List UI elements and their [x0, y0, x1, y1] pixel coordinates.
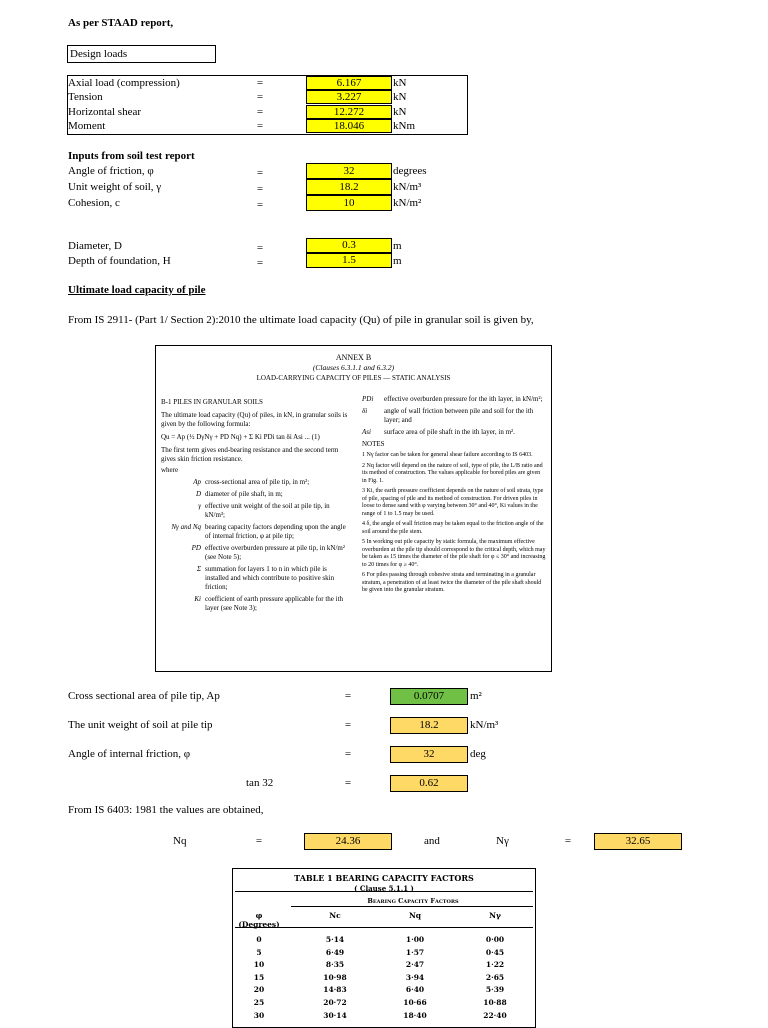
calc-value: 18.2	[390, 717, 468, 734]
table1-cell: 10·66	[403, 998, 427, 1007]
table1-cell: 10·88	[483, 998, 507, 1007]
dimension-value: 0.3	[306, 238, 392, 253]
design-load-label: Horizontal shear	[68, 106, 141, 118]
annex-definition-symbol: γ	[198, 502, 201, 510]
table1-cell: 2·65	[485, 972, 505, 982]
annex-note: 3 Ki, the earth pressure coefficient depends on the nature of soil strata, type of pile, spacing of pile and its method of construction. For driven piles in loose to dense sand with φ varying between 30° and 40°, Ki values in the range of 1 to 1.5 may be used.	[362, 488, 544, 517]
annex-formula: Qu = Ap (½ DγNγ + PD Nq) + Σ Ki PDi tan δi Asi ... (1)	[161, 433, 320, 441]
annex-paragraph-2: The first term gives end-bearing resistance and the second term gives skin friction resistance.	[161, 446, 339, 463]
design-loads-label: Design loads	[70, 48, 128, 60]
annex-section: B-1 PILES IN GRANULAR SOILS	[161, 398, 263, 406]
soil-input-label: Cohesion, c	[68, 197, 120, 209]
table1-cell: 20	[253, 985, 265, 995]
annex-definition-text: cross-sectional area of pile tip, in m²;	[205, 478, 310, 486]
annex-definition-right	[362, 407, 546, 425]
annex-definition-symbol: Nγ and Nq	[171, 523, 201, 531]
table1-cell: 30·14	[323, 1010, 347, 1020]
annex-definition-right-text: effective overburden pressure for the ith layer, in kN/m²;	[384, 395, 543, 403]
table1-cell: 6·49	[325, 947, 345, 957]
table1-cell: 22·40	[483, 1010, 507, 1020]
dimension-label: Depth of foundation, H	[68, 255, 171, 267]
soil-input-unit: degrees	[393, 165, 427, 177]
tan-equals: =	[344, 777, 352, 789]
soil-input-unit: kN/m³	[393, 181, 422, 193]
annex-where: where	[161, 466, 179, 474]
design-load-unit: kN	[393, 91, 407, 103]
table1-header-cell: Nγ	[489, 911, 501, 920]
dimension-equals: =	[256, 257, 264, 269]
annex-paragraph-1: The ultimate load capacity (Qu) of piles, in kN, in granular soils is given by the following formula:	[161, 411, 348, 428]
annex-definition-symbol: Ap	[193, 478, 201, 486]
annex-notes-title: NOTES	[362, 440, 385, 448]
annex-note: 6 For piles passing through cohesive strata and terminating in a granular stratum, a penetration of at least twice the diameter of the pile shaft should be given into the granular stratum.	[362, 572, 542, 593]
table1-cell: 1·57	[405, 947, 425, 957]
annex-definition-right-symbol: Asi	[362, 428, 371, 436]
soil-input-label: Angle of friction, φ	[68, 165, 154, 177]
ny-label: Nγ	[496, 835, 509, 847]
calc-unit: kN/m³	[470, 719, 499, 731]
annex-definition-text: coefficient of earth pressure applicable for the ith layer (see Note 3);	[205, 595, 344, 612]
annex-definition	[161, 523, 349, 541]
table1-group: Bearing Capacity Factors	[367, 897, 459, 905]
annex-note: 2 Nq factor will depend on the nature of soil, type of pile, the L/B ratio and its method of construction. The values applicable for bored piles are given in Fig. 1.	[362, 462, 543, 484]
is6403-text: From IS 6403: 1981 the values are obtained,	[68, 804, 264, 816]
dimension-equals: =	[256, 242, 264, 254]
annex-definition	[161, 565, 349, 592]
annex-definition-symbol: Ki	[194, 595, 201, 603]
annex-note: 1 Nγ factor can be taken for general shear failure according to IS 6403.	[362, 452, 533, 458]
design-load-equals: =	[256, 120, 264, 132]
table1-clause: ( Clause 5.1.1 )	[354, 884, 414, 893]
table1-cell: 20·72	[323, 998, 347, 1007]
annex-definition	[161, 595, 349, 613]
tan-label: tan 32	[246, 777, 274, 789]
ny-value: 32.65	[594, 833, 682, 850]
calc-value: 0.0707	[390, 688, 468, 705]
table1-cell: 8·35	[325, 960, 345, 970]
nq-equals: =	[255, 835, 263, 847]
dimension-label: Diameter, D	[68, 240, 122, 252]
soil-input-unit: kN/m²	[393, 197, 422, 209]
table1-cell: 25	[253, 998, 265, 1007]
annex-definition-right-symbol: δi	[362, 407, 368, 415]
table1-group-rule	[291, 906, 533, 907]
design-load-value: 12.272	[306, 105, 392, 119]
ultimate-intro: From IS 2911- (Part 1/ Section 2):2010 the ultimate load capacity (Qu) of pile in granular soil is given by,	[68, 314, 534, 326]
table1-cell: 6·40	[405, 985, 425, 995]
ultimate-heading: Ultimate load capacity of pile	[68, 284, 206, 296]
soil-input-label: Unit weight of soil, γ	[68, 181, 162, 193]
annex-definition	[161, 544, 349, 562]
table1-cell: 0·00	[485, 935, 505, 944]
design-load-value: 3.227	[306, 90, 392, 104]
calc-unit: deg	[470, 748, 486, 760]
nq-label: Nq	[173, 835, 187, 847]
design-load-unit: kNm	[393, 120, 415, 132]
table1-cell: 0·45	[485, 947, 505, 957]
dimension-value: 1.5	[306, 253, 392, 268]
soil-inputs-heading: Inputs from soil test report	[68, 150, 195, 162]
calc-equals: =	[344, 748, 352, 760]
annex-definition	[161, 490, 349, 499]
annex-definition-text: effective overburden pressure at pile tip, in kN/m² (see Note 5);	[205, 544, 345, 561]
soil-input-value: 32	[306, 163, 392, 179]
table1-cell: 18·40	[403, 1010, 427, 1020]
annex-definition-text: summation for layers 1 to n in which pile is installed and which contribute to positive skin friction;	[205, 565, 335, 591]
annex-definition-text: diameter of pile shaft, in m;	[205, 490, 283, 498]
calc-equals: =	[344, 690, 352, 702]
table1-cell: 3·94	[405, 972, 425, 982]
annex-definition-right-text: surface area of pile shaft in the ith layer, in m².	[384, 428, 515, 436]
table1-cell: 5·14	[325, 935, 345, 944]
table1-cell: 2·47	[405, 960, 425, 970]
annex-definition-text: bearing capacity factors depending upon the angle of internal friction, φ at pile tip;	[205, 523, 346, 540]
annex-definition	[161, 502, 349, 520]
design-load-value: 18.046	[306, 119, 392, 133]
annex-definition-right	[362, 395, 546, 404]
annex-note: 4 δ, the angle of wall friction may be taken equal to the friction angle of the soil around the pile stem.	[362, 521, 544, 535]
design-load-label: Moment	[68, 120, 106, 132]
design-load-value: 6.167	[306, 76, 392, 90]
annex-definition-symbol: PD	[191, 544, 201, 552]
table1-cell: 10·98	[323, 972, 347, 982]
table1-cell: 10	[253, 960, 265, 970]
calc-unit: m²	[470, 690, 482, 702]
soil-input-value: 10	[306, 195, 392, 211]
annex-definition-text: effective unit weight of the soil at pile tip, in kN/m³;	[205, 502, 330, 519]
design-load-label: Tension	[68, 91, 103, 103]
annex-title: ANNEX B	[335, 353, 372, 362]
annex-definition-right	[362, 428, 546, 437]
table1-cell: 30	[253, 1010, 265, 1020]
ny-equals: =	[564, 835, 572, 847]
dimension-unit: m	[393, 255, 402, 267]
table1-cell: 1·22	[485, 960, 505, 970]
soil-input-value: 18.2	[306, 179, 392, 195]
soil-input-equals: =	[256, 183, 264, 195]
page-title: As per STAAD report,	[68, 17, 174, 29]
design-load-label: Axial load (compression)	[68, 77, 180, 89]
annex-definition-symbol: Σ	[196, 565, 201, 573]
table1-cell: 14·83	[323, 985, 347, 995]
calc-value: 32	[390, 746, 468, 763]
design-load-equals: =	[256, 106, 264, 118]
dimension-unit: m	[393, 240, 402, 252]
bearing-capacity-table	[232, 868, 536, 1028]
design-load-unit: kN	[393, 77, 407, 89]
annex-b-excerpt	[155, 345, 552, 672]
soil-input-equals: =	[256, 199, 264, 211]
nq-value: 24.36	[304, 833, 392, 850]
table1-header-cell: Nc	[329, 911, 341, 920]
annex-definition-right-text: angle of wall friction between pile and soil for the ith layer; and	[384, 407, 534, 424]
table1-title: TABLE 1 BEARING CAPACITY FACTORS	[294, 873, 474, 883]
annex-definition	[161, 478, 349, 487]
table1-cell: 0	[256, 935, 262, 944]
calc-label: Angle of internal friction, φ	[68, 748, 191, 760]
calc-equals: =	[344, 719, 352, 731]
annex-definition-symbol: D	[195, 490, 201, 498]
annex-definition-right-symbol: PDi	[362, 395, 374, 403]
annex-clauses: (Clauses 6.3.1.1 and 6.3.2)	[312, 363, 395, 372]
design-loads-label-box	[67, 45, 216, 63]
and-text: and	[424, 835, 440, 847]
soil-input-equals: =	[256, 167, 264, 179]
annex-subtitle: LOAD-CARRYING CAPACITY OF PILES — STATIC ANALYSIS	[256, 374, 451, 382]
design-load-unit: kN	[393, 106, 407, 118]
calc-label: The unit weight of soil at pile tip	[68, 719, 213, 731]
annex-note: 5 In working out pile capacity by static formula, the maximum effective overburden at the pile tip should correspond to the critical depth, which may be taken as 15 times the diameter of the pile shaft for φ ≤ 30° and increasing to 20 times for φ ≥ 40°.	[362, 539, 546, 568]
table1-header-cell: Nq	[408, 911, 422, 920]
table1-top-rule	[235, 891, 533, 892]
table1-cell: 5	[256, 947, 262, 957]
table1-cell: 15	[253, 972, 265, 982]
calc-label: Cross sectional area of pile tip, Ap	[68, 690, 220, 702]
table1-header-cell: φ (Degrees)	[238, 911, 280, 929]
tan-value: 0.62	[390, 775, 468, 792]
design-load-equals: =	[256, 91, 264, 103]
table1-cell: 1·00	[405, 935, 425, 944]
table1-cell: 5·39	[485, 985, 505, 995]
design-load-equals: =	[256, 77, 264, 89]
